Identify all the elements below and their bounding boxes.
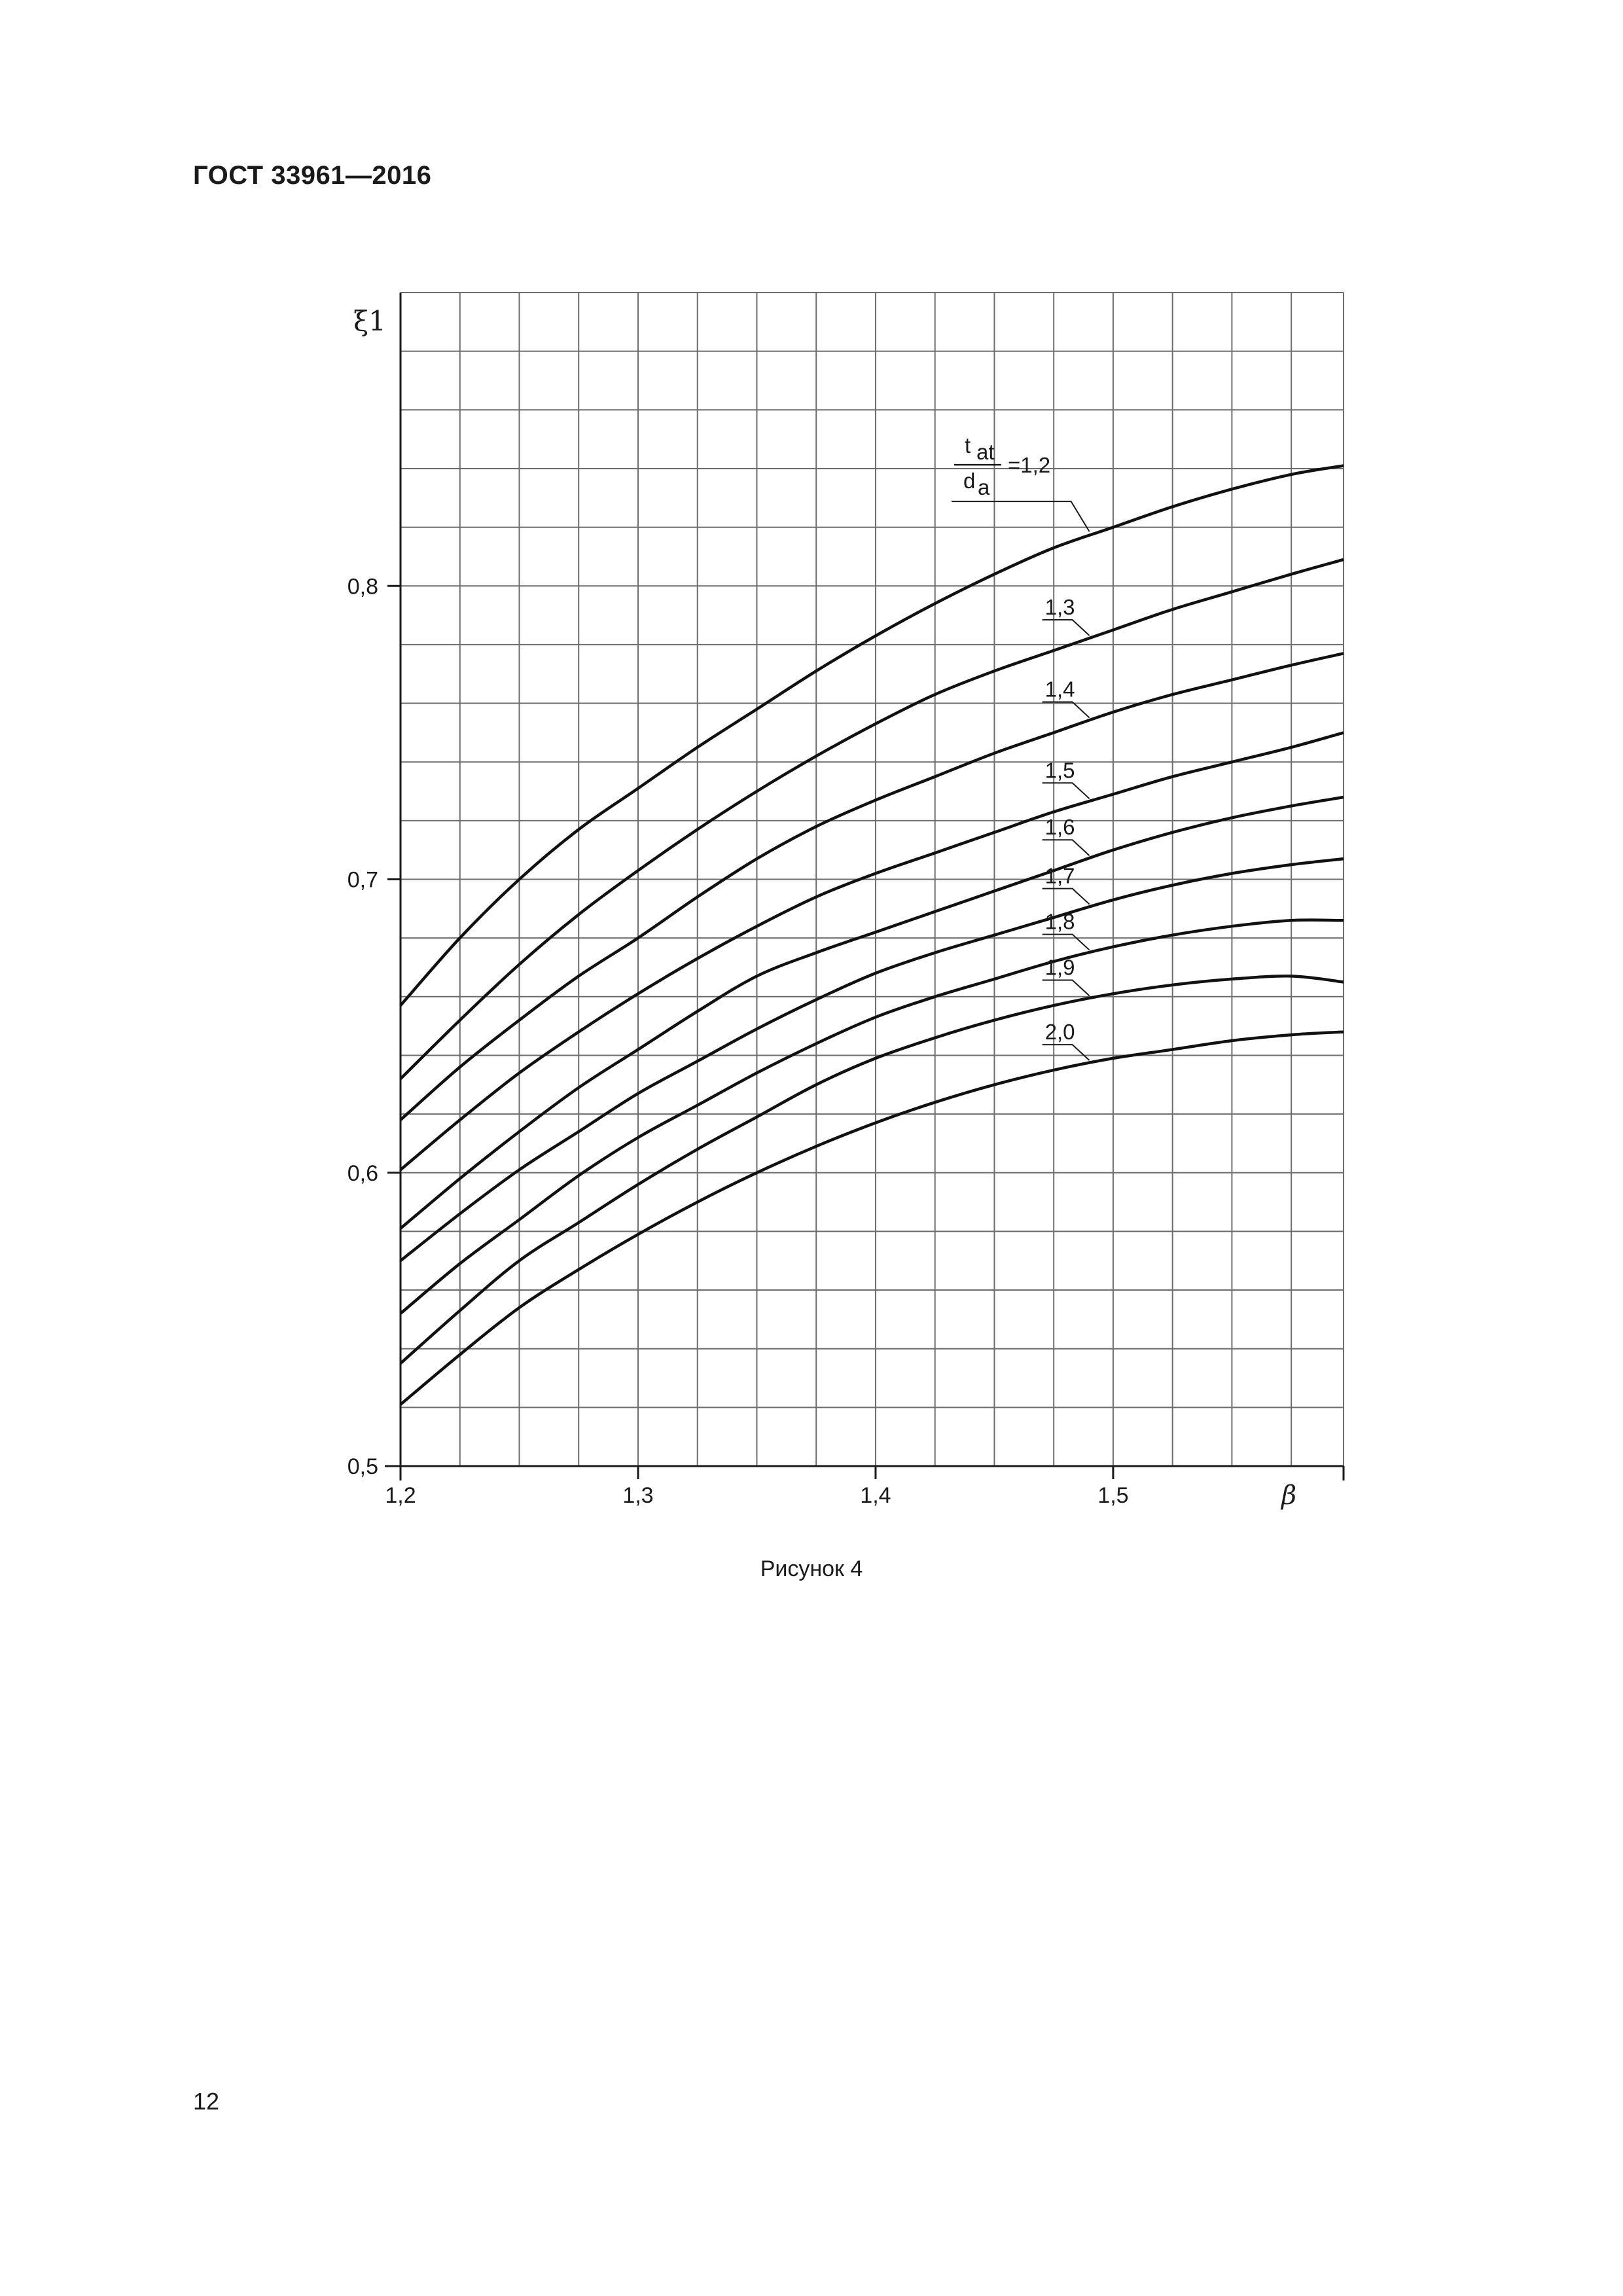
curve-leader-line	[1043, 1045, 1090, 1060]
document-header: ГОСТ 33961—2016	[193, 161, 432, 190]
x-tick-label: 1,3	[622, 1483, 654, 1508]
y-tick-label: 0,5	[347, 1454, 378, 1479]
curve-leader-line	[1043, 935, 1090, 950]
curve-leader-line	[1043, 840, 1090, 855]
curve-label-1-8: 1,8	[1044, 909, 1075, 934]
curve-leader-line	[1043, 620, 1090, 636]
y-tick-label: 0,6	[347, 1160, 378, 1186]
x-tick-label: 1,5	[1097, 1483, 1129, 1508]
curve-leader-line	[1043, 889, 1090, 905]
legend-numerator-sub: at	[976, 440, 995, 465]
page-number: 12	[193, 2088, 220, 2115]
legend-denominator: d	[963, 469, 976, 493]
curve-leader-line	[1043, 980, 1090, 996]
curve-leader-line	[1043, 783, 1090, 798]
curve-label-1-6: 1,6	[1044, 815, 1075, 840]
curve-1-6	[401, 797, 1344, 1229]
x-tick-label: 1,4	[860, 1483, 891, 1508]
curve-label-2-0: 2,0	[1044, 1020, 1075, 1045]
curve-1-8	[401, 920, 1344, 1314]
curve-label-1-3: 1,3	[1044, 595, 1075, 620]
figure-caption: Рисунок 4	[760, 1556, 863, 1581]
legend-numerator: t	[965, 433, 971, 458]
curve-label-1-2: =1,2	[1008, 453, 1051, 478]
curve-1-9	[401, 976, 1344, 1363]
curve-1-2	[401, 466, 1344, 1006]
curve-label-1-9: 1,9	[1044, 955, 1075, 980]
curve-leader-line	[1043, 702, 1090, 718]
x-axis-label: β	[1281, 1480, 1297, 1511]
legend-denominator-sub: a	[978, 475, 990, 500]
y-tick-label: 0,8	[347, 574, 378, 600]
curve-label-1-5: 1,5	[1044, 758, 1075, 783]
x-tick-label: 1,2	[385, 1483, 416, 1508]
curve-label-1-4: 1,4	[1044, 677, 1075, 702]
y-axis-label: ξ1	[353, 305, 386, 337]
curve-label-1-7: 1,7	[1044, 863, 1075, 888]
curve-1-4	[401, 653, 1344, 1120]
curve-1-5	[401, 732, 1344, 1170]
y-tick-label: 0,7	[347, 867, 378, 893]
